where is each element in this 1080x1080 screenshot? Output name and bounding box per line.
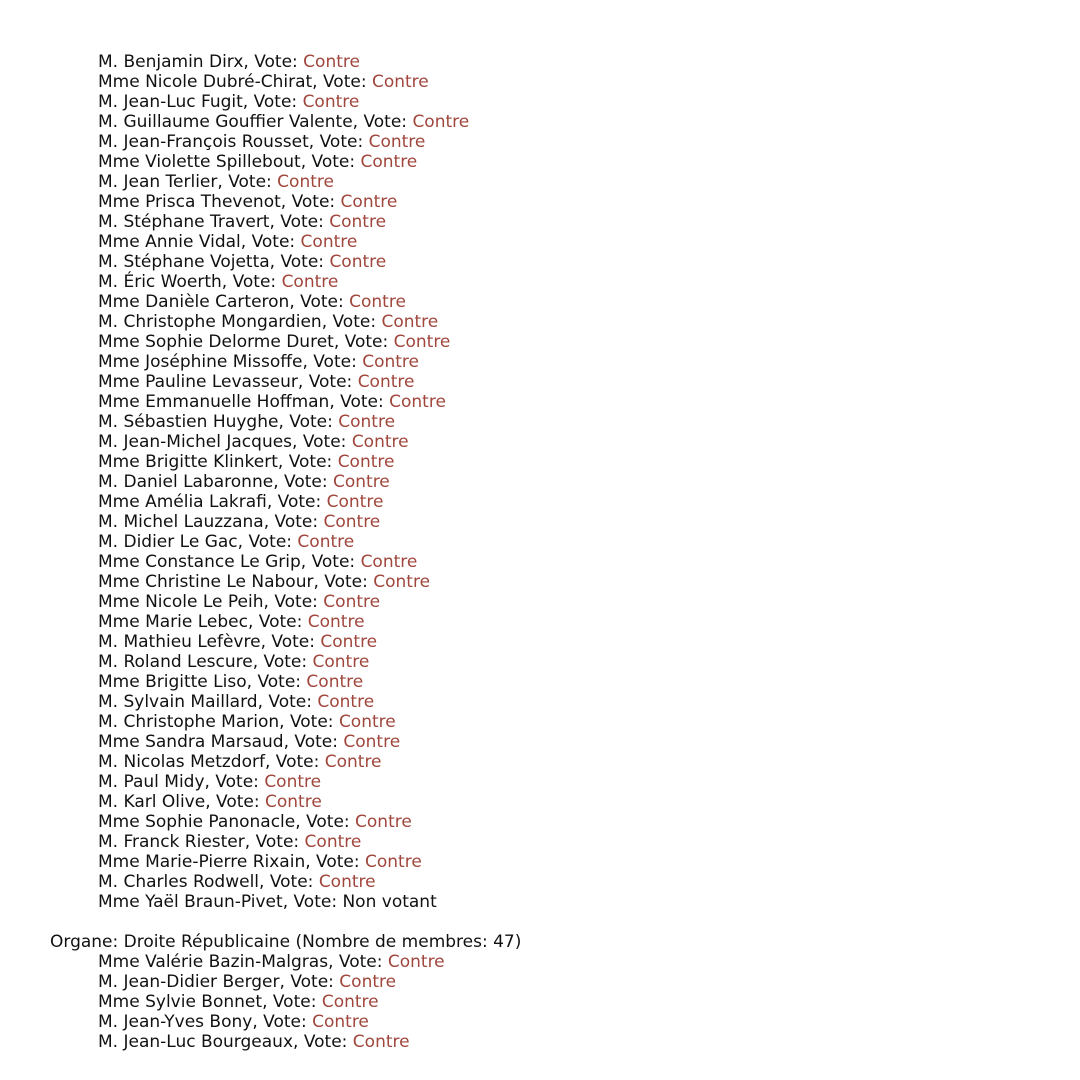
- vote-label: Vote:: [228, 172, 272, 192]
- vote-value: Contre: [306, 672, 364, 692]
- vote-value: Contre: [373, 572, 431, 592]
- vote-value: Contre: [362, 352, 420, 372]
- vote-value: Contre: [318, 872, 376, 892]
- separator: ,: [297, 372, 309, 392]
- vote-value: Contre: [357, 372, 415, 392]
- member-vote-row: [0, 692, 1080, 712]
- member-vote-row: [0, 672, 1080, 692]
- separator: ,: [292, 432, 303, 452]
- vote-value: Contre: [381, 312, 439, 332]
- separator: ,: [262, 992, 273, 1012]
- vote-label: Vote:: [324, 572, 368, 592]
- vote-label: Vote:: [300, 292, 344, 312]
- separator: ,: [252, 652, 264, 672]
- member-vote-row: [0, 732, 1080, 752]
- separator: ,: [329, 392, 341, 412]
- organe-heading: Organe: Droite Républicaine (Nombre de membres: 47): [50, 932, 522, 952]
- vote-label: Vote:: [338, 952, 383, 972]
- vote-value: Contre: [323, 592, 381, 612]
- vote-value: Contre: [337, 452, 395, 472]
- member-name: M. Sébastien Huyghe: [98, 412, 279, 432]
- separator: ,: [333, 332, 345, 352]
- separator: ,: [280, 192, 292, 212]
- member-vote-row: [0, 212, 1080, 232]
- vote-label: Vote:: [280, 212, 324, 232]
- member-vote-row: [0, 832, 1080, 852]
- separator: ,: [260, 632, 272, 652]
- member-name: Mme Brigitte Klinkert: [98, 452, 278, 472]
- vote-label: Vote:: [280, 252, 325, 272]
- separator: ,: [321, 312, 333, 332]
- separator: ,: [217, 172, 229, 192]
- vote-label: Vote:: [311, 152, 356, 172]
- member-name: M. Daniel Labaronne: [98, 472, 274, 492]
- member-name: Mme Christine Le Nabour: [98, 572, 314, 592]
- member-name: Mme Valérie Bazin-Malgras: [98, 952, 329, 972]
- vote-label: Vote:: [344, 332, 389, 352]
- member-vote-row: [0, 192, 1080, 212]
- separator: ,: [204, 772, 216, 792]
- vote-value: Contre: [340, 192, 398, 212]
- vote-label: Vote:: [293, 892, 338, 912]
- vote-value: Contre: [343, 732, 401, 752]
- member-name: Mme Amélia Lakrafi: [98, 492, 267, 512]
- member-vote-row: [0, 252, 1080, 272]
- vote-value: Contre: [352, 1032, 410, 1052]
- member-vote-row: [0, 572, 1080, 592]
- member-vote-row: [0, 72, 1080, 92]
- member-name: M. Christophe Marion: [98, 712, 280, 732]
- member-name: M. Stéphane Travert: [98, 212, 270, 232]
- vote-label: Vote:: [216, 792, 260, 812]
- member-vote-row: [0, 452, 1080, 472]
- vote-value: Contre: [412, 112, 470, 132]
- vote-label: Vote:: [258, 612, 303, 632]
- vote-value: Contre: [307, 612, 365, 632]
- vote-label: Vote:: [294, 732, 338, 752]
- member-name: Mme Pauline Levasseur: [98, 372, 298, 392]
- member-vote-row: [0, 232, 1080, 252]
- separator: ,: [244, 832, 256, 852]
- vote-label: Vote:: [332, 312, 377, 332]
- member-vote-row: [0, 952, 1080, 972]
- member-vote-row: [0, 752, 1080, 772]
- vote-label: Vote:: [271, 632, 315, 652]
- vote-label: Vote:: [289, 412, 333, 432]
- separator: ,: [283, 732, 295, 752]
- member-vote-row: [0, 372, 1080, 392]
- vote-label: Vote:: [232, 272, 277, 292]
- member-name: M. Éric Woerth: [98, 272, 222, 292]
- vote-list-document: [0, 52, 1080, 1052]
- vote-value: Contre: [281, 272, 339, 292]
- vote-value: Contre: [351, 432, 409, 452]
- member-name: Mme Nicole Dubré-Chirat: [98, 72, 313, 92]
- separator: ,: [269, 212, 281, 232]
- vote-label: Vote:: [311, 552, 356, 572]
- vote-label: Vote:: [288, 452, 333, 472]
- vote-label: Vote:: [277, 492, 322, 512]
- vote-value: Contre: [324, 752, 382, 772]
- member-vote-row: [0, 272, 1080, 292]
- vote-value: Contre: [312, 1012, 369, 1032]
- vote-value: Contre: [360, 552, 418, 572]
- vote-value: Contre: [323, 512, 381, 532]
- separator: ,: [246, 672, 258, 692]
- separator: ,: [279, 972, 291, 992]
- member-vote-row: [0, 972, 1080, 992]
- separator: ,: [273, 472, 285, 492]
- separator: ,: [237, 532, 249, 552]
- vote-value: Contre: [302, 92, 360, 112]
- member-vote-row: [0, 892, 1080, 912]
- member-vote-row: [0, 472, 1080, 492]
- vote-label: Vote:: [255, 832, 300, 852]
- vote-label: Vote:: [302, 432, 347, 452]
- separator: ,: [278, 412, 290, 432]
- member-vote-row: [0, 812, 1080, 832]
- member-vote-row: [0, 632, 1080, 652]
- separator: ,: [257, 692, 269, 712]
- member-name: Mme Joséphine Missoffe: [98, 352, 303, 372]
- member-vote-row: [0, 52, 1080, 72]
- vote-value: Contre: [277, 172, 334, 192]
- vote-label: Vote:: [291, 192, 336, 212]
- member-vote-row: [0, 492, 1080, 512]
- vote-value: Contre: [389, 392, 446, 412]
- member-name: M. Christophe Mongardien: [98, 312, 322, 332]
- vote-value: Contre: [349, 292, 406, 312]
- member-vote-row: [0, 312, 1080, 332]
- member-vote-row: [0, 332, 1080, 352]
- member-vote-row: [0, 612, 1080, 632]
- vote-label: Vote:: [313, 352, 357, 372]
- member-name: Mme Constance Le Grip: [98, 552, 301, 572]
- member-name: Mme Prisca Thevenot: [98, 192, 281, 212]
- separator: ,: [266, 492, 278, 512]
- member-name: Mme Violette Spillebout: [98, 152, 301, 172]
- member-vote-row: [0, 852, 1080, 872]
- member-name: Mme Marie-Pierre Rixain: [98, 852, 306, 872]
- vote-label: Vote:: [257, 672, 302, 692]
- vote-label: Vote:: [284, 472, 328, 492]
- vote-value: Contre: [304, 832, 362, 852]
- member-name: Mme Sophie Delorme Duret: [98, 332, 334, 352]
- vote-label: Vote:: [263, 1012, 307, 1032]
- member-vote-row: [0, 872, 1080, 892]
- vote-label: Vote:: [263, 652, 308, 672]
- separator: ,: [312, 72, 323, 92]
- member-vote-row: [0, 132, 1080, 152]
- vote-value: Contre: [365, 852, 422, 872]
- member-name: M. Michel Lauzzana: [98, 512, 264, 532]
- separator: ,: [263, 512, 275, 532]
- member-name: M. Stéphane Vojetta: [98, 252, 270, 272]
- member-vote-row: [0, 512, 1080, 532]
- member-name: Mme Sylvie Bonnet: [98, 992, 263, 1012]
- vote-label: Vote:: [289, 712, 334, 732]
- separator: ,: [282, 892, 294, 912]
- member-vote-row: [0, 792, 1080, 812]
- member-vote-row: [0, 532, 1080, 552]
- member-name: Mme Nicole Le Peih: [98, 592, 264, 612]
- vote-value: Contre: [393, 332, 451, 352]
- vote-value: Contre: [321, 992, 379, 1012]
- member-name: M. Charles Rodwell: [98, 872, 260, 892]
- member-name: M. Mathieu Lefèvre: [98, 632, 261, 652]
- member-vote-row: [0, 172, 1080, 192]
- separator: ,: [252, 1012, 264, 1032]
- separator: ,: [243, 52, 255, 72]
- vote-label: Vote:: [254, 52, 298, 72]
- vote-label: Vote:: [215, 772, 259, 792]
- member-vote-row: [0, 652, 1080, 672]
- member-vote-row: [0, 352, 1080, 372]
- vote-label: Vote:: [268, 692, 312, 712]
- vote-label: Vote:: [248, 532, 293, 552]
- separator: ,: [289, 292, 301, 312]
- member-name: M. Didier Le Gac: [98, 532, 238, 552]
- vote-label: Vote:: [363, 112, 408, 132]
- separator: ,: [277, 452, 289, 472]
- group-separator: [0, 912, 1080, 932]
- vote-label: Vote:: [290, 972, 334, 992]
- vote-value: Contre: [332, 472, 390, 492]
- member-name: M. Jean-Didier Berger: [98, 972, 280, 992]
- member-name: Mme Danièle Carteron: [98, 292, 290, 312]
- vote-value: Contre: [326, 492, 384, 512]
- member-name: M. Jean Terlier: [98, 172, 218, 192]
- vote-value: Contre: [300, 232, 358, 252]
- separator: ,: [247, 612, 259, 632]
- member-vote-row: [0, 112, 1080, 132]
- separator: ,: [295, 812, 307, 832]
- separator: ,: [352, 112, 364, 132]
- member-name: M. Benjamin Dirx: [98, 52, 244, 72]
- member-vote-row: [0, 152, 1080, 172]
- member-vote-row: [0, 292, 1080, 312]
- separator: ,: [305, 852, 317, 872]
- vote-value: Contre: [320, 632, 378, 652]
- vote-value: Contre: [338, 712, 396, 732]
- vote-value: Contre: [312, 652, 370, 672]
- vote-label: Vote:: [274, 512, 319, 532]
- member-name: Mme Sophie Panonacle: [98, 812, 296, 832]
- vote-label: Vote:: [322, 72, 367, 92]
- member-name: Mme Annie Vidal: [98, 232, 241, 252]
- vote-value: Contre: [297, 532, 355, 552]
- member-vote-row: [0, 1012, 1080, 1032]
- vote-value: Contre: [371, 72, 429, 92]
- vote-value: Contre: [317, 692, 375, 712]
- member-list-droite-republicaine: [0, 952, 1080, 1052]
- member-vote-row: [0, 92, 1080, 112]
- member-list-continued: [0, 52, 1080, 912]
- member-name: M. Paul Midy: [98, 772, 205, 792]
- separator: ,: [240, 232, 252, 252]
- member-name: Mme Brigitte Liso: [98, 672, 247, 692]
- separator: ,: [300, 552, 312, 572]
- member-name: M. Jean-Yves Bony: [98, 1012, 253, 1032]
- separator: ,: [300, 152, 312, 172]
- separator: ,: [242, 92, 254, 112]
- vote-value: Contre: [355, 812, 412, 832]
- vote-label: Vote:: [253, 92, 298, 112]
- separator: ,: [293, 1032, 304, 1052]
- member-vote-row: [0, 1032, 1080, 1052]
- member-name: Mme Emmanuelle Hoffman: [98, 392, 330, 412]
- member-vote-row: [0, 712, 1080, 732]
- member-vote-row: [0, 392, 1080, 412]
- vote-label: Vote:: [251, 232, 296, 252]
- vote-label: Vote:: [319, 132, 364, 152]
- member-name: M. Franck Riester: [98, 832, 245, 852]
- separator: ,: [313, 572, 325, 592]
- vote-value: Contre: [368, 132, 426, 152]
- member-vote-row: [0, 432, 1080, 452]
- member-name: M. Sylvain Maillard: [98, 692, 258, 712]
- separator: ,: [205, 792, 217, 812]
- vote-value: Contre: [303, 52, 360, 72]
- vote-label: Vote:: [306, 812, 350, 832]
- member-name: M. Nicolas Metzdorf: [98, 752, 265, 772]
- member-vote-row: [0, 772, 1080, 792]
- separator: ,: [308, 132, 320, 152]
- member-name: M. Guillaume Gouffier Valente: [98, 112, 353, 132]
- vote-label: Vote:: [308, 372, 353, 392]
- member-name: M. Roland Lescure: [98, 652, 253, 672]
- vote-label: Vote:: [269, 872, 314, 892]
- separator: ,: [279, 712, 290, 732]
- separator: ,: [263, 592, 275, 612]
- member-name: M. Karl Olive: [98, 792, 206, 812]
- member-name: M. Jean-François Rousset: [98, 132, 309, 152]
- member-name: Mme Sandra Marsaud: [98, 732, 284, 752]
- vote-label: Vote:: [303, 1032, 348, 1052]
- member-name: M. Jean-Luc Bourgeaux: [98, 1032, 294, 1052]
- vote-value: Contre: [329, 212, 387, 232]
- vote-label: Vote:: [316, 852, 360, 872]
- vote-value: Non votant: [342, 892, 437, 912]
- separator: ,: [302, 352, 314, 372]
- vote-label: Vote:: [272, 992, 317, 1012]
- vote-value: Contre: [338, 412, 396, 432]
- vote-label: Vote:: [274, 592, 318, 612]
- vote-value: Contre: [265, 792, 322, 812]
- separator: ,: [269, 252, 281, 272]
- separator: ,: [221, 272, 233, 292]
- separator: ,: [264, 752, 276, 772]
- member-vote-row: [0, 592, 1080, 612]
- member-vote-row: [0, 412, 1080, 432]
- separator: ,: [328, 952, 339, 972]
- vote-label: Vote:: [340, 392, 384, 412]
- member-name: Mme Yaël Braun-Pivet: [98, 892, 283, 912]
- vote-value: Contre: [387, 952, 445, 972]
- vote-value: Contre: [339, 972, 397, 992]
- member-vote-row: [0, 552, 1080, 572]
- member-name: M. Jean-Luc Fugit: [98, 92, 243, 112]
- vote-label: Vote:: [275, 752, 320, 772]
- vote-value: Contre: [360, 152, 418, 172]
- separator: ,: [259, 872, 270, 892]
- vote-value: Contre: [329, 252, 387, 272]
- member-name: Mme Marie Lebec: [98, 612, 248, 632]
- member-name: M. Jean-Michel Jacques: [98, 432, 293, 452]
- member-vote-row: [0, 992, 1080, 1012]
- vote-value: Contre: [264, 772, 322, 792]
